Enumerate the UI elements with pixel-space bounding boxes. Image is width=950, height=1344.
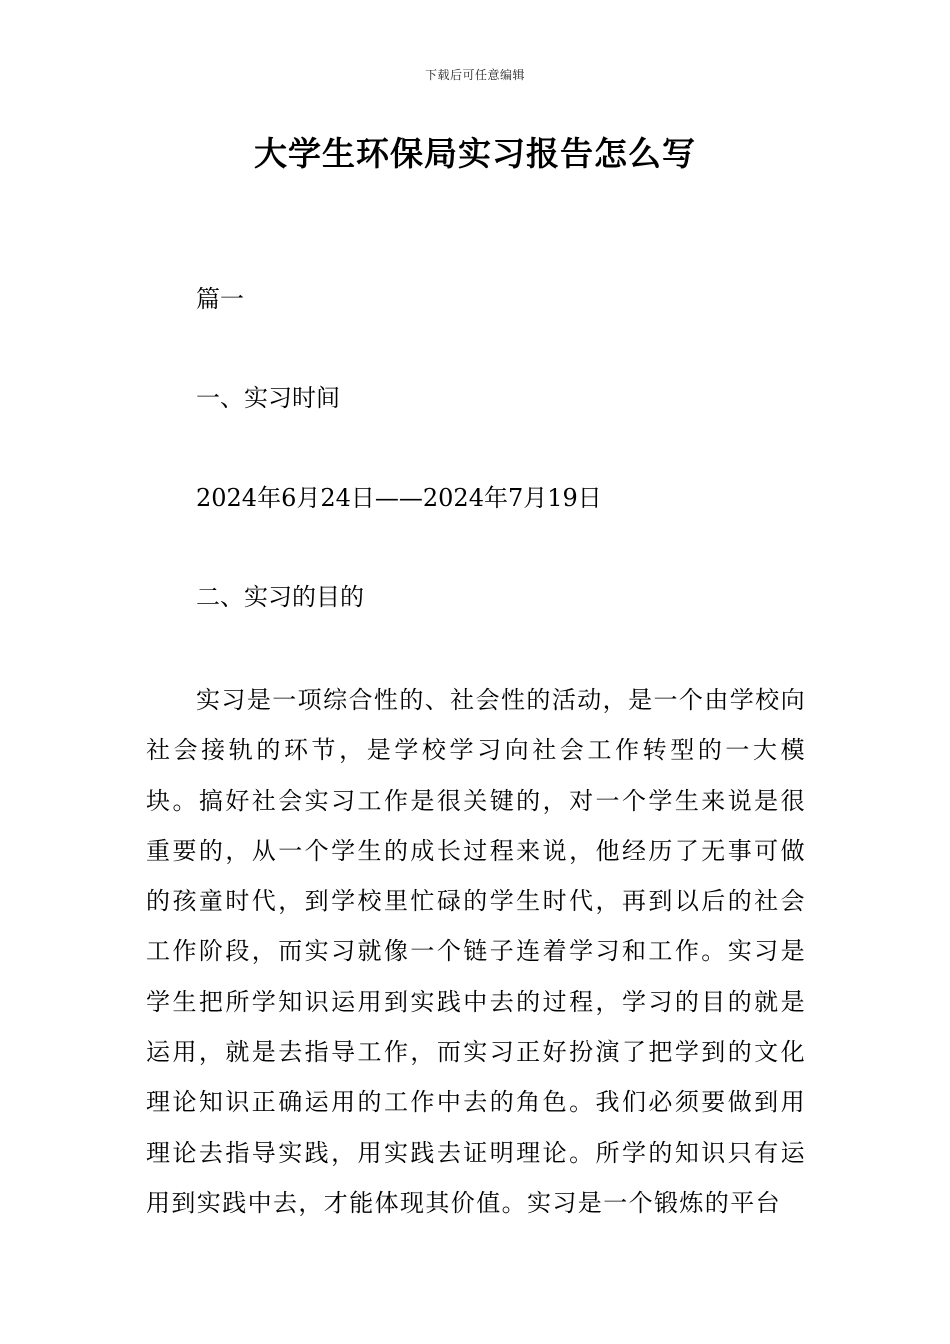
section-label: 篇一 [196, 285, 244, 313]
heading-internship-time: 一、实习时间 [196, 384, 340, 412]
internship-date-range: 2024年6月24日——2024年7月19日 [196, 484, 602, 512]
header-note: 下载后可任意编辑 [424, 68, 525, 82]
heading-internship-purpose: 二、实习的目的 [196, 583, 364, 611]
document-title: 大学生环保局实习报告怎么写 [254, 134, 696, 173]
body-paragraph: 实习是一项综合性的、社会性的活动，是一个由学校向社会接轨的环节，是学校学习向社会工作转型的一大模块。搞好社会实习工作是很关键的，对一个学生来说是很重要的，从一个学生的成长过程来说，他经历了无事可做的孩童时代，到学校里忙碌的学生时代，再到以后的社会工作阶段，而实习就像一个链子连着学习和工作。实习是学生把所学知识运用到实践中去的过程，学习的目的就是运用，就是去指导工作，而实习正好扮演了把学到的文化理论知识正确运用的工作中去的角色。我们必须要做到用理论去指导实践，用实践去证明理论。所学的知识只有运用到实践中去，才能体现其价值。实习是一个锻炼的平台 [146, 686, 806, 1217]
